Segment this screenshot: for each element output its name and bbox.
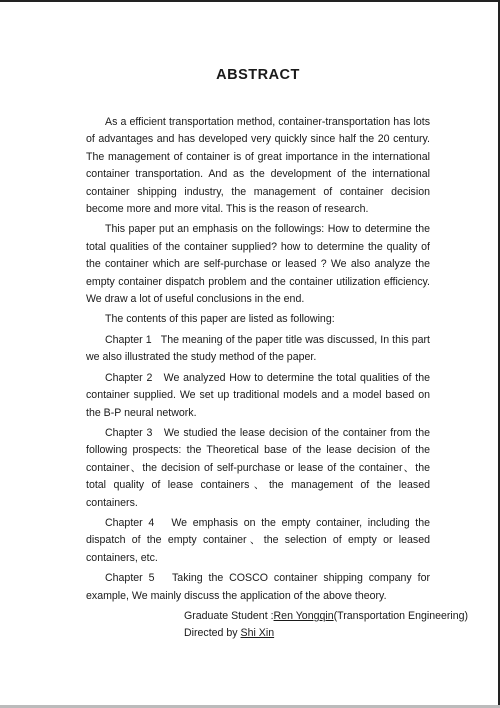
chapter-2 — [86, 370, 430, 422]
chapter-5 — [86, 570, 430, 605]
chapter-4 — [86, 515, 430, 567]
page-border-top — [0, 0, 500, 2]
chapter-4-text: We emphasis on the empty container, including the dispatch of the empty container、the selection of empty or leased containers, etc. — [86, 516, 430, 564]
chapter-3 — [86, 425, 430, 512]
abstract-page — [86, 66, 469, 643]
chapter-5-text: Taking the COSCO container shipping company for example, We mainly discuss the application of the above theory. — [86, 572, 430, 602]
chapter-1-label: Chapter 1 — [105, 333, 152, 346]
student-label: Graduate Student : — [184, 609, 274, 622]
student-dept: (Transportation Engineering) — [333, 609, 469, 622]
abstract-title: ABSTRACT — [216, 67, 300, 83]
student-name: Ren Yongqin — [273, 609, 334, 622]
chapter-4-label: Chapter 4 — [105, 516, 155, 529]
paragraph-contents: The contents of this paper are listed as following: — [105, 313, 335, 326]
graduate-student-line — [184, 608, 469, 625]
chapter-3-label: Chapter 3 — [105, 426, 153, 439]
paragraph-intro: As a efficient transportation method, container-transportation has lots of advantages and has developed very quickly since half the 20 century. The management of container is of great importance in the international container transportation. And as the development of the international container shipping industry, the management of container decision become more and more vital. This is the reason of research. — [86, 116, 430, 216]
chapter-2-text: We analyzed How to determine the total qualities of the container supplied. We set up traditional models and a model based on the B-P neural network. — [86, 371, 430, 419]
chapter-1-text: The meaning of the paper title was discussed, In this part we also illustrated the study method of the paper. — [86, 333, 431, 364]
paragraph-emphasis: This paper put an emphasis on the followings: How to determine the total qualities of the container supplied? how to determine the quality of the container which are self-purchase or leased ? We also analyze the empty container dispatch problem and the container utilization efficiency. We draw a lot of useful conclusions in the end. — [86, 223, 430, 306]
director-line — [184, 625, 430, 642]
chapter-1 — [86, 332, 430, 367]
chapter-2-label: Chapter 2 — [105, 371, 153, 384]
director-name: Shi Xin — [240, 627, 275, 640]
director-label: Directed by — [184, 627, 241, 640]
chapter-3-text: We studied the lease decision of the container from the following prospects: the Theoretical base of the lease decision of the container、the decision of self-purchase or lease of the container、the total quality of lease containers、the management of the leased containers. — [86, 426, 430, 509]
chapter-5-label: Chapter 5 — [105, 572, 155, 585]
